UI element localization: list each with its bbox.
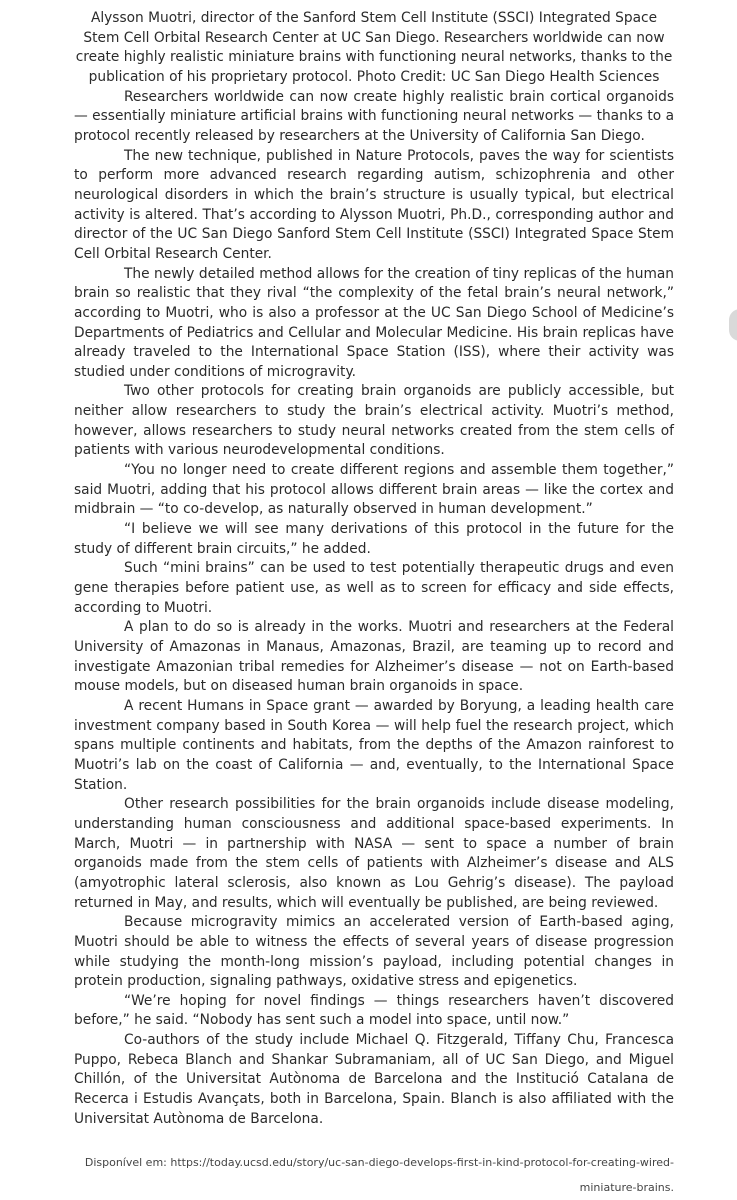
scroll-handle[interactable]: [729, 309, 737, 341]
paragraph: Such “mini brains” can be used to test potentially therapeutic drugs and even gene therapies before patient use, as well as to screen for efficacy and side effects, according to Muotri.: [74, 560, 674, 616]
paragraph: “We’re hoping for novel findings — things researchers haven’t discovered before,” he said. “Nobody has sent such a model into space, until now.”: [74, 992, 674, 1029]
paragraph: “You no longer need to create different regions and assemble them together,” said Muotri, adding that his protocol allows different brain areas — like the cortex and midbrain — “to co-develop, as naturally observed in human development.”: [74, 462, 674, 518]
paragraph: The newly detailed method allows for the creation of tiny replicas of the human brain so realistic that they rival “the complexity of the fetal brain’s neural network,” according to Muotri, who is also a professor at the UC San Diego School of Medicine’s Departments of Pediatrics and Cellular and Molecular Medicine. His brain replicas have already traveled to the International Space Station (ISS), where their activity was studied under conditions of microgravity.: [74, 265, 674, 380]
paragraph: Co-authors of the study include Michael Q. Fitzgerald, Tiffany Chu, Francesca Puppo, Rebeca Blanch and Shankar Subramaniam, all of UC San Diego, and Miguel Chillón, of the Universitat Autònoma de Barcelona and the Institució Catalana de Recerca i Estudis Avançats, both in Barcelona, Spain. Blanch is also affiliated with the Universitat Autònoma de Barcelona.: [74, 1032, 674, 1127]
paragraph: Two other protocols for creating brain organoids are publicly accessible, but neither allow researchers to study the brain’s electrical activity. Muotri’s method, however, allows researchers to study neural networks created from the stem cells of patients with various neurodevelopmental conditions.: [74, 383, 674, 459]
article-body: [74, 9, 674, 1129]
paragraph: Because microgravity mimics an accelerated version of Earth-based aging, Muotri should be able to witness the effects of several years of disease progression while studying the month-long mission’s payload, including potential changes in protein production, signaling pathways, oxidative stress and epigenetics.: [74, 914, 674, 990]
paragraph: Other research possibilities for the brain organoids include disease modeling, understanding human consciousness and additional space-based experiments. In March, Muotri — in partnership with NASA — sent to space a number of brain organoids made from the stem cells of patients with Alzheimer’s disease and ALS (amyotrophic lateral sclerosis, also known as Lou Gehrig’s disease). The payload returned in May, and results, which will eventually be published, are being reviewed.: [74, 796, 674, 911]
source-citation: Disponível em: https://today.ucsd.edu/story/uc-san-diego-develops-first-in-kind-protocol-for-creating-wired-miniature-brains.: [84, 1156, 674, 1194]
photo-caption: Alysson Muotri, director of the Sanford Stem Cell Institute (SSCI) Integrated Space Stem Cell Orbital Research Center at UC San Diego. Researchers worldwide can now create highly realistic miniature brains with functioning neural networks, thanks to the publication of his proprietary protocol. Photo Credit: UC San Diego Health Sciences: [75, 10, 673, 85]
paragraph: The new technique, published in Nature Protocols, paves the way for scientists to perform more advanced research regarding autism, schizophrenia and other neurological disorders in which the brain’s structure is usually typical, but electrical activity is altered. That’s according to Alysson Muotri, Ph.D., corresponding author and director of the UC San Diego Sanford Stem Cell Institute (SSCI) Integrated Space Stem Cell Orbital Research Center.: [74, 147, 674, 262]
paragraph: A plan to do so is already in the works. Muotri and researchers at the Federal University of Amazonas in Manaus, Amazonas, Brazil, are teaming up to record and investigate Amazonian tribal remedies for Alzheimer’s disease — not on Earth-based mouse models, but on diseased human brain organoids in space.: [74, 619, 674, 695]
paragraph: Researchers worldwide can now create highly realistic brain cortical organoids — essentially miniature artificial brains with functioning neural networks — thanks to a protocol recently released by researchers at the University of California San Diego.: [74, 88, 674, 144]
paragraph: A recent Humans in Space grant — awarded by Boryung, a leading health care investment company based in South Korea — will help fuel the research project, which spans multiple continents and habitats, from the depths of the Amazon rainforest to Muotri’s lab on the coast of California — and, eventually, to the International Space Station.: [74, 697, 674, 793]
paragraph: “I believe we will see many derivations of this protocol in the future for the study of different brain circuits,” he added.: [74, 521, 674, 557]
